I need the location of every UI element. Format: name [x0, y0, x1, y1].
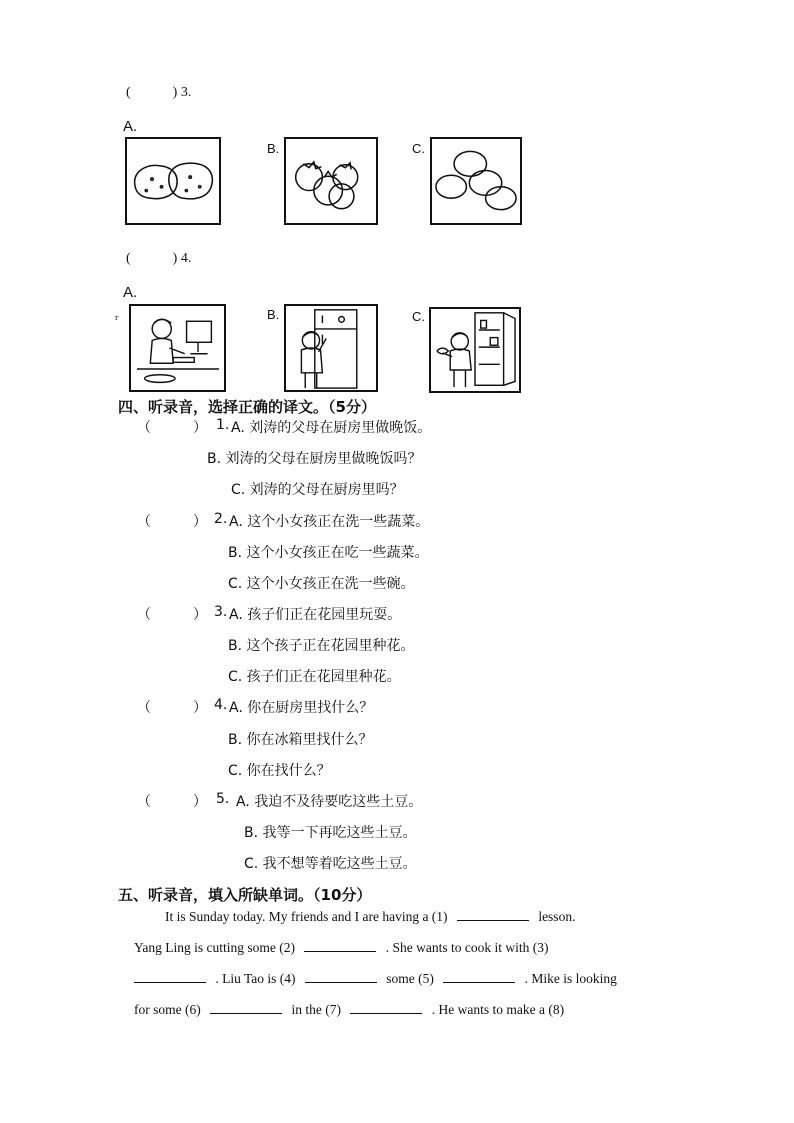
s4-item1-bracket[interactable]: （ ） [137, 420, 207, 436]
s4-item5-bracket[interactable]: （ ） [137, 794, 207, 810]
passage-line-2 [134, 937, 548, 956]
stray-mark: r [115, 314, 119, 322]
s4-item3-bracket[interactable]: （ ） [137, 607, 207, 623]
s4-item2-number: 2. [214, 511, 228, 527]
passage-line4-text-3: . He wants to make a (8) [431, 1002, 565, 1017]
passage-line-3 [134, 968, 617, 987]
s4-item5-number: 5. [216, 791, 230, 807]
blank-5[interactable] [443, 968, 515, 983]
boy-taking-food-from-fridge-icon [429, 307, 521, 393]
s4-item5-option-c: C. 我不想等着吃这些土豆。 [244, 856, 417, 872]
q4-option-a-letter: A. [123, 284, 138, 301]
s4-item5-option-a: A. 我迫不及待要吃这些土豆。 [236, 794, 423, 810]
tomatoes-icon [284, 137, 378, 225]
passage-line2-text-2: . She wants to cook it with (3) [385, 940, 549, 955]
s4-item1-number: 1. [216, 417, 230, 433]
passage-line2-text-1: Yang Ling is cutting some (2) [134, 940, 295, 955]
passage-line3-text-2: some (5) [386, 971, 434, 986]
q3-option-b-letter: B. [267, 141, 280, 156]
s4-item3-number: 3. [214, 604, 228, 620]
s4-item1-option-c: C. 刘涛的父母在厨房里吗？ [231, 482, 404, 498]
s4-item4-option-b: B. 你在冰箱里找什么？ [228, 732, 373, 748]
q4-option-b-letter: B. [267, 307, 280, 322]
passage-line4-text-1: for some (6) [134, 1002, 201, 1017]
s4-item2-option-a: A. 这个小女孩正在洗一些蔬菜。 [229, 514, 430, 530]
passage-line3-text-3: . Mike is looking [524, 971, 617, 986]
passage-line-1 [165, 906, 575, 925]
passage-line1-text-2: lesson. [538, 909, 576, 924]
section-4-heading: 四、听录音，选择正确的译文。（5分） [118, 398, 376, 416]
boy-at-fridge-icon [284, 304, 378, 392]
s4-item4-option-c: C. 你在找什么？ [228, 763, 331, 779]
question-3-label: ( ) 3. [126, 85, 192, 100]
passage-line-4 [134, 999, 564, 1018]
q3-option-c-letter: C. [412, 141, 425, 156]
q3-option-a-letter: A. [123, 118, 138, 135]
blank-2[interactable] [304, 937, 376, 952]
s4-item2-option-b: B. 这个小女孩正在吃一些蔬菜。 [228, 545, 429, 561]
blank-3[interactable] [134, 968, 206, 983]
passage-line3-text-1: . Liu Tao is (4) [215, 971, 296, 986]
s4-item4-bracket[interactable]: （ ） [137, 700, 207, 716]
potatoes-icon [125, 137, 221, 225]
blank-7[interactable] [350, 999, 422, 1014]
s4-item2-option-c: C. 这个小女孩正在洗一些碗。 [228, 576, 415, 592]
question-4-label: ( ) 4. [126, 251, 192, 266]
s4-item4-option-a: A. 你在厨房里找什么？ [229, 700, 374, 716]
section-5-heading: 五、听录音，填入所缺单词。（10分） [118, 886, 372, 904]
blank-4[interactable] [305, 968, 377, 983]
passage-line4-text-2: in the (7) [291, 1002, 341, 1017]
s4-item3-option-c: C. 孩子们正在花园里种花。 [228, 669, 401, 685]
blank-1[interactable] [457, 906, 529, 921]
s4-item3-option-a: A. 孩子们正在花园里玩耍。 [229, 607, 402, 623]
q4-option-c-letter: C. [412, 309, 425, 324]
boy-at-computer-icon [129, 304, 226, 392]
s4-item5-option-b: B. 我等一下再吃这些土豆。 [244, 825, 417, 841]
passage-line1-text-1: It is Sunday today. My friends and I are having a (1) [165, 909, 448, 924]
s4-item1-option-a: A. 刘涛的父母在厨房里做晚饭。 [231, 420, 432, 436]
blank-6[interactable] [210, 999, 282, 1014]
s4-item3-option-b: B. 这个孩子正在花园里种花。 [228, 638, 415, 654]
s4-item2-bracket[interactable]: （ ） [137, 514, 207, 530]
eggs-icon [430, 137, 522, 225]
s4-item1-option-b: B. 刘涛的父母在厨房里做晚饭吗？ [207, 451, 422, 467]
s4-item4-number: 4. [214, 697, 228, 713]
